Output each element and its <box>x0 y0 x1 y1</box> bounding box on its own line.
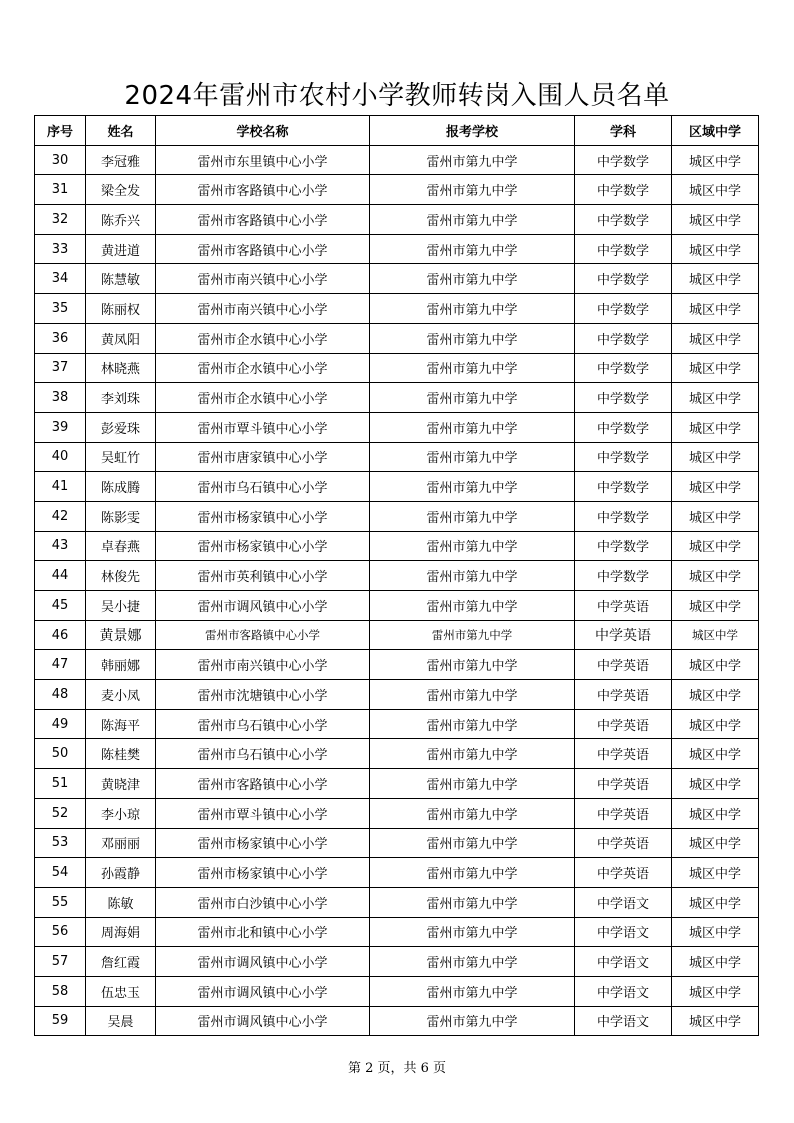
cell-region: 城区中学 <box>672 591 759 621</box>
cell-region: 城区中学 <box>672 442 759 472</box>
cell-region: 城区中学 <box>672 887 759 917</box>
table-row <box>35 650 759 680</box>
cell-index: 34 <box>35 264 86 294</box>
roster-body <box>35 145 759 1036</box>
cell-target-school: 雷州市第九中学 <box>370 353 575 383</box>
cell-target-school: 雷州市第九中学 <box>370 620 575 650</box>
cell-name: 黄晓津 <box>86 769 156 799</box>
cell-subject: 中学数学 <box>575 323 672 353</box>
table-row <box>35 769 759 799</box>
cell-subject: 中学数学 <box>575 353 672 383</box>
cell-school: 雷州市覃斗镇中心小学 <box>156 412 370 442</box>
cell-region: 城区中学 <box>672 531 759 561</box>
cell-school: 雷州市乌石镇中心小学 <box>156 739 370 769</box>
cell-school: 雷州市客路镇中心小学 <box>156 175 370 205</box>
cell-target-school: 雷州市第九中学 <box>370 472 575 502</box>
cell-subject: 中学数学 <box>575 442 672 472</box>
cell-subject: 中学数学 <box>575 472 672 502</box>
cell-target-school: 雷州市第九中学 <box>370 887 575 917</box>
cell-region: 城区中学 <box>672 353 759 383</box>
cell-school: 雷州市南兴镇中心小学 <box>156 294 370 324</box>
table-row <box>35 887 759 917</box>
cell-subject: 中学英语 <box>575 591 672 621</box>
cell-subject: 中学数学 <box>575 145 672 175</box>
header-region: 区域中学 <box>672 116 759 146</box>
cell-region: 城区中学 <box>672 175 759 205</box>
cell-school: 雷州市覃斗镇中心小学 <box>156 798 370 828</box>
cell-school: 雷州市客路镇中心小学 <box>156 234 370 264</box>
cell-index: 44 <box>35 561 86 591</box>
cell-name: 周海娟 <box>86 917 156 947</box>
cell-region: 城区中学 <box>672 561 759 591</box>
table-row <box>35 947 759 977</box>
header-row <box>35 116 759 146</box>
cell-index: 35 <box>35 294 86 324</box>
cell-target-school: 雷州市第九中学 <box>370 591 575 621</box>
cell-school: 雷州市调风镇中心小学 <box>156 947 370 977</box>
cell-school: 雷州市客路镇中心小学 <box>156 205 370 235</box>
cell-subject: 中学英语 <box>575 858 672 888</box>
cell-name: 吴晨 <box>86 1006 156 1036</box>
cell-region: 城区中学 <box>672 620 759 650</box>
cell-school: 雷州市南兴镇中心小学 <box>156 264 370 294</box>
cell-subject: 中学英语 <box>575 769 672 799</box>
cell-region: 城区中学 <box>672 769 759 799</box>
cell-name: 陈成腾 <box>86 472 156 502</box>
cell-school: 雷州市客路镇中心小学 <box>156 769 370 799</box>
cell-subject: 中学数学 <box>575 383 672 413</box>
cell-region: 城区中学 <box>672 709 759 739</box>
cell-region: 城区中学 <box>672 858 759 888</box>
cell-region: 城区中学 <box>672 383 759 413</box>
cell-target-school: 雷州市第九中学 <box>370 442 575 472</box>
table-row <box>35 620 759 650</box>
cell-index: 37 <box>35 353 86 383</box>
cell-name: 詹红霞 <box>86 947 156 977</box>
cell-school: 雷州市调风镇中心小学 <box>156 1006 370 1036</box>
cell-school: 雷州市杨家镇中心小学 <box>156 531 370 561</box>
cell-subject: 中学英语 <box>575 680 672 710</box>
table-row <box>35 145 759 175</box>
cell-name: 李冠雅 <box>86 145 156 175</box>
cell-subject: 中学数学 <box>575 561 672 591</box>
roster-table <box>34 115 759 1036</box>
table-row <box>35 828 759 858</box>
cell-index: 49 <box>35 709 86 739</box>
cell-index: 41 <box>35 472 86 502</box>
cell-region: 城区中学 <box>672 739 759 769</box>
cell-name: 陈乔兴 <box>86 205 156 235</box>
cell-region: 城区中学 <box>672 798 759 828</box>
cell-name: 李刘珠 <box>86 383 156 413</box>
cell-school: 雷州市沈塘镇中心小学 <box>156 680 370 710</box>
table-row <box>35 976 759 1006</box>
cell-name: 陈海平 <box>86 709 156 739</box>
table-row <box>35 680 759 710</box>
cell-region: 城区中学 <box>672 234 759 264</box>
cell-target-school: 雷州市第九中学 <box>370 976 575 1006</box>
cell-target-school: 雷州市第九中学 <box>370 501 575 531</box>
table-row <box>35 264 759 294</box>
cell-index: 39 <box>35 412 86 442</box>
cell-index: 53 <box>35 828 86 858</box>
cell-subject: 中学语文 <box>575 917 672 947</box>
cell-target-school: 雷州市第九中学 <box>370 917 575 947</box>
table-row <box>35 383 759 413</box>
cell-subject: 中学语文 <box>575 1006 672 1036</box>
cell-index: 38 <box>35 383 86 413</box>
cell-target-school: 雷州市第九中学 <box>370 205 575 235</box>
cell-index: 57 <box>35 947 86 977</box>
cell-target-school: 雷州市第九中学 <box>370 531 575 561</box>
cell-region: 城区中学 <box>672 1006 759 1036</box>
cell-name: 吴小捷 <box>86 591 156 621</box>
cell-subject: 中学语文 <box>575 976 672 1006</box>
cell-target-school: 雷州市第九中学 <box>370 294 575 324</box>
cell-school: 雷州市南兴镇中心小学 <box>156 650 370 680</box>
table-row <box>35 1006 759 1036</box>
cell-subject: 中学数学 <box>575 531 672 561</box>
cell-school: 雷州市企水镇中心小学 <box>156 323 370 353</box>
cell-target-school: 雷州市第九中学 <box>370 412 575 442</box>
cell-index: 45 <box>35 591 86 621</box>
cell-subject: 中学语文 <box>575 947 672 977</box>
cell-index: 50 <box>35 739 86 769</box>
table-row <box>35 858 759 888</box>
cell-subject: 中学英语 <box>575 739 672 769</box>
cell-school: 雷州市东里镇中心小学 <box>156 145 370 175</box>
cell-index: 33 <box>35 234 86 264</box>
cell-school: 雷州市杨家镇中心小学 <box>156 828 370 858</box>
cell-index: 55 <box>35 887 86 917</box>
cell-target-school: 雷州市第九中学 <box>370 650 575 680</box>
cell-region: 城区中学 <box>672 323 759 353</box>
cell-region: 城区中学 <box>672 828 759 858</box>
cell-school: 雷州市杨家镇中心小学 <box>156 501 370 531</box>
table-row <box>35 591 759 621</box>
cell-index: 59 <box>35 1006 86 1036</box>
cell-name: 林俊先 <box>86 561 156 591</box>
cell-school: 雷州市调风镇中心小学 <box>156 591 370 621</box>
table-row <box>35 234 759 264</box>
table-row <box>35 175 759 205</box>
table-row <box>35 294 759 324</box>
cell-subject: 中学英语 <box>575 709 672 739</box>
table-row <box>35 205 759 235</box>
cell-name: 梁全发 <box>86 175 156 205</box>
page-title: 2024年雷州市农村小学教师转岗入围人员名单 <box>124 81 670 111</box>
cell-target-school: 雷州市第九中学 <box>370 264 575 294</box>
cell-target-school: 雷州市第九中学 <box>370 561 575 591</box>
cell-subject: 中学英语 <box>575 798 672 828</box>
cell-school: 雷州市北和镇中心小学 <box>156 917 370 947</box>
table-row <box>35 353 759 383</box>
cell-index: 46 <box>35 620 86 650</box>
cell-index: 51 <box>35 769 86 799</box>
cell-name: 伍忠玉 <box>86 976 156 1006</box>
cell-subject: 中学英语 <box>575 828 672 858</box>
cell-target-school: 雷州市第九中学 <box>370 739 575 769</box>
cell-name: 孙霞静 <box>86 858 156 888</box>
page-number: 第 2 页，共 6 页 <box>347 1061 447 1076</box>
table-row <box>35 531 759 561</box>
cell-index: 47 <box>35 650 86 680</box>
cell-index: 32 <box>35 205 86 235</box>
cell-index: 31 <box>35 175 86 205</box>
cell-target-school: 雷州市第九中学 <box>370 828 575 858</box>
cell-index: 48 <box>35 680 86 710</box>
table-row <box>35 412 759 442</box>
cell-region: 城区中学 <box>672 680 759 710</box>
cell-target-school: 雷州市第九中学 <box>370 145 575 175</box>
cell-region: 城区中学 <box>672 501 759 531</box>
cell-target-school: 雷州市第九中学 <box>370 858 575 888</box>
cell-target-school: 雷州市第九中学 <box>370 234 575 264</box>
cell-index: 58 <box>35 976 86 1006</box>
cell-name: 陈敏 <box>86 887 156 917</box>
cell-name: 陈桂樊 <box>86 739 156 769</box>
cell-index: 52 <box>35 798 86 828</box>
cell-index: 56 <box>35 917 86 947</box>
cell-name: 邓丽丽 <box>86 828 156 858</box>
cell-name: 吴虹竹 <box>86 442 156 472</box>
header-name: 姓名 <box>86 116 156 146</box>
table-row <box>35 561 759 591</box>
table-row <box>35 323 759 353</box>
cell-subject: 中学语文 <box>575 887 672 917</box>
cell-region: 城区中学 <box>672 947 759 977</box>
cell-name: 陈丽权 <box>86 294 156 324</box>
cell-subject: 中学数学 <box>575 205 672 235</box>
cell-name: 李小琼 <box>86 798 156 828</box>
cell-subject: 中学数学 <box>575 294 672 324</box>
cell-name: 麦小凤 <box>86 680 156 710</box>
cell-target-school: 雷州市第九中学 <box>370 175 575 205</box>
cell-school: 雷州市杨家镇中心小学 <box>156 858 370 888</box>
cell-name: 黄凤阳 <box>86 323 156 353</box>
cell-target-school: 雷州市第九中学 <box>370 947 575 977</box>
cell-subject: 中学数学 <box>575 234 672 264</box>
cell-school: 雷州市企水镇中心小学 <box>156 353 370 383</box>
cell-target-school: 雷州市第九中学 <box>370 323 575 353</box>
cell-subject: 中学英语 <box>575 620 672 650</box>
header-subject: 学科 <box>575 116 672 146</box>
table-row <box>35 472 759 502</box>
cell-name: 黄进道 <box>86 234 156 264</box>
cell-index: 43 <box>35 531 86 561</box>
cell-index: 36 <box>35 323 86 353</box>
cell-school: 雷州市唐家镇中心小学 <box>156 442 370 472</box>
cell-target-school: 雷州市第九中学 <box>370 798 575 828</box>
cell-index: 40 <box>35 442 86 472</box>
header-school: 学校名称 <box>156 116 370 146</box>
cell-region: 城区中学 <box>672 205 759 235</box>
cell-name: 彭爱珠 <box>86 412 156 442</box>
cell-subject: 中学英语 <box>575 650 672 680</box>
table-row <box>35 709 759 739</box>
cell-target-school: 雷州市第九中学 <box>370 709 575 739</box>
cell-name: 陈影雯 <box>86 501 156 531</box>
cell-school: 雷州市调风镇中心小学 <box>156 976 370 1006</box>
cell-name: 韩丽娜 <box>86 650 156 680</box>
cell-subject: 中学数学 <box>575 264 672 294</box>
cell-region: 城区中学 <box>672 917 759 947</box>
cell-subject: 中学数学 <box>575 501 672 531</box>
cell-target-school: 雷州市第九中学 <box>370 680 575 710</box>
cell-target-school: 雷州市第九中学 <box>370 1006 575 1036</box>
cell-school: 雷州市乌石镇中心小学 <box>156 472 370 502</box>
cell-region: 城区中学 <box>672 650 759 680</box>
cell-school: 雷州市企水镇中心小学 <box>156 383 370 413</box>
cell-index: 30 <box>35 145 86 175</box>
cell-region: 城区中学 <box>672 976 759 1006</box>
table-row <box>35 442 759 472</box>
header-target-school: 报考学校 <box>370 116 575 146</box>
cell-region: 城区中学 <box>672 145 759 175</box>
cell-index: 54 <box>35 858 86 888</box>
table-row <box>35 917 759 947</box>
cell-name: 林晓燕 <box>86 353 156 383</box>
header-index: 序号 <box>35 116 86 146</box>
cell-school: 雷州市乌石镇中心小学 <box>156 709 370 739</box>
cell-name: 黄景娜 <box>86 620 156 650</box>
cell-subject: 中学数学 <box>575 175 672 205</box>
cell-region: 城区中学 <box>672 294 759 324</box>
table-row <box>35 798 759 828</box>
cell-school: 雷州市白沙镇中心小学 <box>156 887 370 917</box>
cell-subject: 中学数学 <box>575 412 672 442</box>
cell-region: 城区中学 <box>672 264 759 294</box>
table-row <box>35 739 759 769</box>
cell-target-school: 雷州市第九中学 <box>370 769 575 799</box>
table-row <box>35 501 759 531</box>
cell-school: 雷州市英利镇中心小学 <box>156 561 370 591</box>
cell-name: 卓春燕 <box>86 531 156 561</box>
cell-target-school: 雷州市第九中学 <box>370 383 575 413</box>
cell-name: 陈慧敏 <box>86 264 156 294</box>
cell-region: 城区中学 <box>672 472 759 502</box>
cell-school: 雷州市客路镇中心小学 <box>156 620 370 650</box>
cell-index: 42 <box>35 501 86 531</box>
cell-region: 城区中学 <box>672 412 759 442</box>
